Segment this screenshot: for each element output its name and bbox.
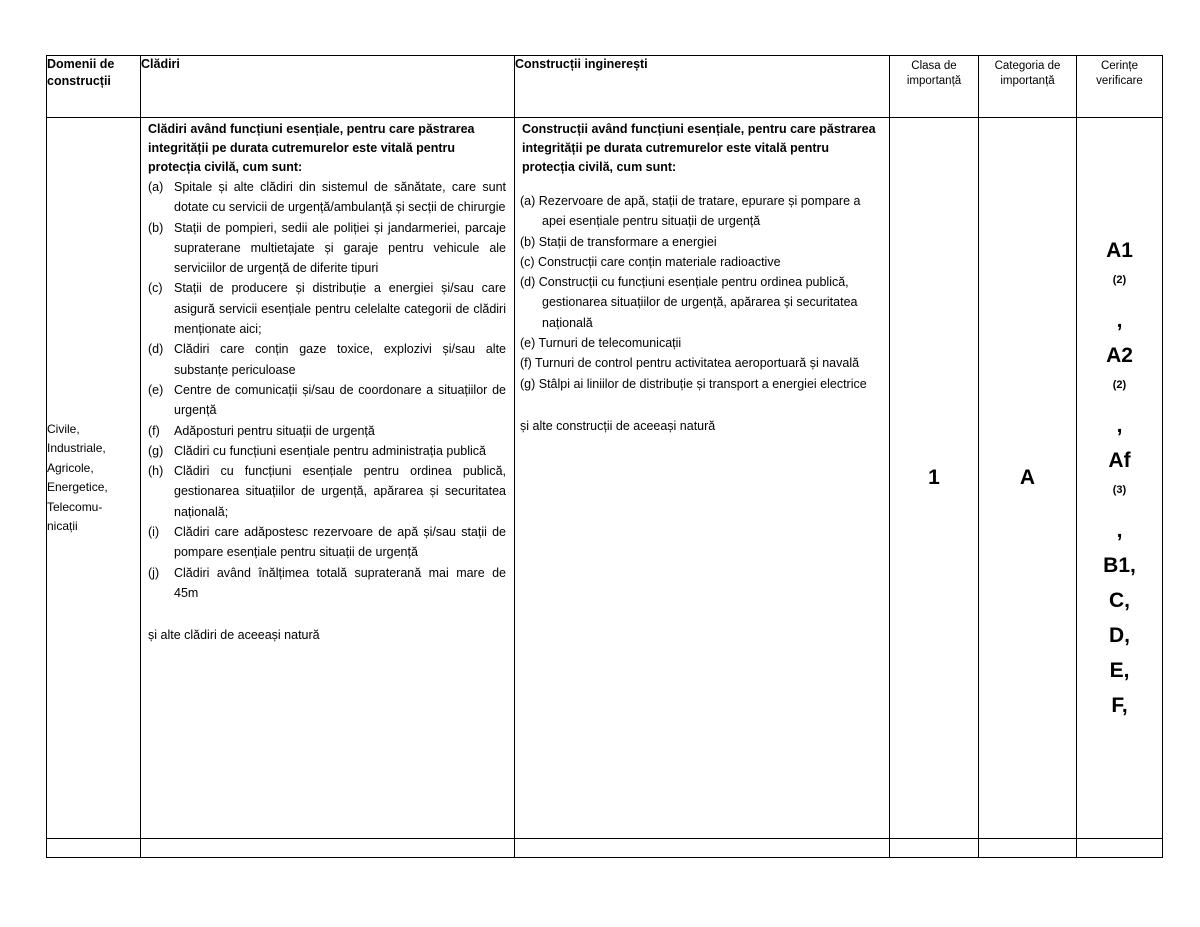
item-text: Clădiri cu funcțiuni esențiale pentru administrația publică: [174, 443, 486, 458]
empty-cell: [1077, 839, 1163, 858]
engineering-intro: Construcții având funcțiuni esențiale, pentru care păstrarea integrității pe durata cutremurelor este vitală pentru protecția civilă, cum sunt:: [522, 122, 876, 174]
domain-line: Telecomu-: [47, 499, 103, 514]
empty-cell: [47, 839, 141, 858]
requirement-item: C,: [1109, 589, 1130, 612]
item-text: Clădiri care conțin gaze toxice, explozivi și/sau alte substanțe periculoase: [174, 342, 506, 377]
item-text: Stații de pompieri, sedii ale poliției și jandarmeriei, parcaje supraterane multietajate și garaje pentru vehicule ale serviciilor de urgență de diferite tipuri: [174, 220, 506, 276]
list-item: (g) Stâlpi ai liniilor de distribuție și transport a energiei electrice: [520, 376, 867, 391]
category-value: A: [979, 118, 1077, 839]
list-item: (e) Turnuri de telecomunicații: [520, 336, 682, 351]
requirement-item: A1 $^{(2)}$ ,: [1106, 239, 1133, 332]
item-label: (a): [148, 180, 164, 194]
domain-line: Energetice,: [47, 480, 108, 494]
list-item: (c) Construcții care conțin materiale radioactive: [520, 254, 781, 269]
requirement-item: F,: [1111, 694, 1128, 717]
content-row: [47, 118, 1163, 839]
list-item: [148, 380, 506, 421]
list-item: [148, 339, 506, 380]
header-domain: Domenii de construcții: [47, 56, 141, 118]
item-text: Centre de comunicații și/sau de coordonare a situațiilor de urgență: [174, 382, 506, 418]
domain-line: nicații: [47, 519, 78, 533]
engineering-list: [515, 191, 889, 394]
empty-cell: [141, 839, 515, 858]
item-label: (b): [148, 220, 164, 235]
requirement-item: E,: [1109, 659, 1130, 682]
domain-cell: [47, 118, 141, 839]
class-value: 1: [890, 118, 979, 839]
item-label: (f): [148, 423, 160, 438]
list-item: (d) Construcții cu funcțiuni esențiale pentru ordinea publică, gestionarea situațiilor de urgență, apărarea și securitatea națională: [520, 275, 858, 330]
item-label: (j): [148, 565, 160, 580]
list-item: [148, 278, 506, 339]
requirement-item: Af $^{(3)}$ ,: [1108, 449, 1131, 542]
domain-line: Civile,: [47, 421, 80, 436]
item-text: Clădiri care adăpostesc rezervoare de apă și/sau stații de pompare esențiale pentru situații de urgență: [174, 525, 506, 560]
buildings-intro: Clădiri având funcțiuni esențiale, pentru care păstrarea integrității pe durata cutremurelor este vitală pentru protecția civilă, cum sunt:: [148, 122, 475, 174]
requirement-item: A2 $^{(2)}$ ,: [1106, 344, 1133, 437]
domain-line: Industriale,: [47, 441, 106, 455]
buildings-cell: [141, 118, 515, 839]
header-requirements: Cerințe verificare: [1077, 56, 1163, 118]
list-item: (b) Stații de transformare a energiei: [520, 234, 717, 249]
requirements-cell: [1077, 118, 1163, 839]
empty-cell: [515, 839, 890, 858]
empty-cell: [979, 839, 1077, 858]
engineering-cell: [515, 118, 890, 839]
item-text: Adăposturi pentru situații de urgență: [174, 423, 375, 438]
engineering-tail: și alte construcții de aceeași natură: [520, 418, 716, 433]
item-text: Stații de producere și distribuție a energiei și/sau care asigură servicii esențiale pentru celelalte categorii de clădiri menționate aici;: [174, 281, 506, 337]
list-item: [148, 522, 506, 563]
item-label: (i): [148, 525, 160, 540]
requirement-item: B1,: [1103, 554, 1136, 577]
item-label: (g): [148, 443, 164, 458]
item-label: (c): [148, 281, 163, 296]
buildings-list: [141, 177, 514, 603]
list-item: [148, 177, 506, 218]
empty-row: [47, 839, 1163, 858]
header-row: [47, 56, 1163, 118]
list-item: [148, 461, 506, 522]
buildings-tail: și alte clădiri de aceeași natură: [148, 628, 320, 643]
header-engineering: Construcții inginerești: [515, 56, 890, 118]
list-item: [148, 563, 506, 604]
empty-cell: [890, 839, 979, 858]
item-label: (d): [148, 342, 164, 357]
item-text: Clădiri având înălțimea totală supraterană mai mare de 45m: [174, 565, 506, 600]
domain-line: Agricole,: [47, 460, 94, 475]
header-class: Clasa de importanță: [890, 56, 979, 118]
item-text: Spitale și alte clădiri din sistemul de sănătate, care sunt dotate cu servicii de urgență/ambulanță și secții de chirurgie: [174, 180, 506, 215]
list-item: [148, 441, 506, 461]
construction-importance-table: [46, 55, 1163, 858]
header-category: Categoria de importanță: [979, 56, 1077, 118]
list-item: [148, 218, 506, 279]
requirement-item: D,: [1109, 624, 1130, 647]
item-text: Clădiri cu funcțiuni esențiale pentru ordinea publică, gestionarea situațiilor de urgență, apărarea și securitatea națională;: [174, 464, 506, 519]
header-buildings: Clădiri: [141, 56, 515, 118]
item-label: (e): [148, 382, 164, 397]
list-item: (a) Rezervoare de apă, stații de tratare, epurare și pompare a apei esențiale pentru situații de urgență: [520, 194, 861, 229]
item-label: (h): [148, 464, 164, 479]
list-item: [148, 421, 506, 441]
list-item: (f) Turnuri de control pentru activitatea aeroportuară și navală: [520, 356, 860, 371]
